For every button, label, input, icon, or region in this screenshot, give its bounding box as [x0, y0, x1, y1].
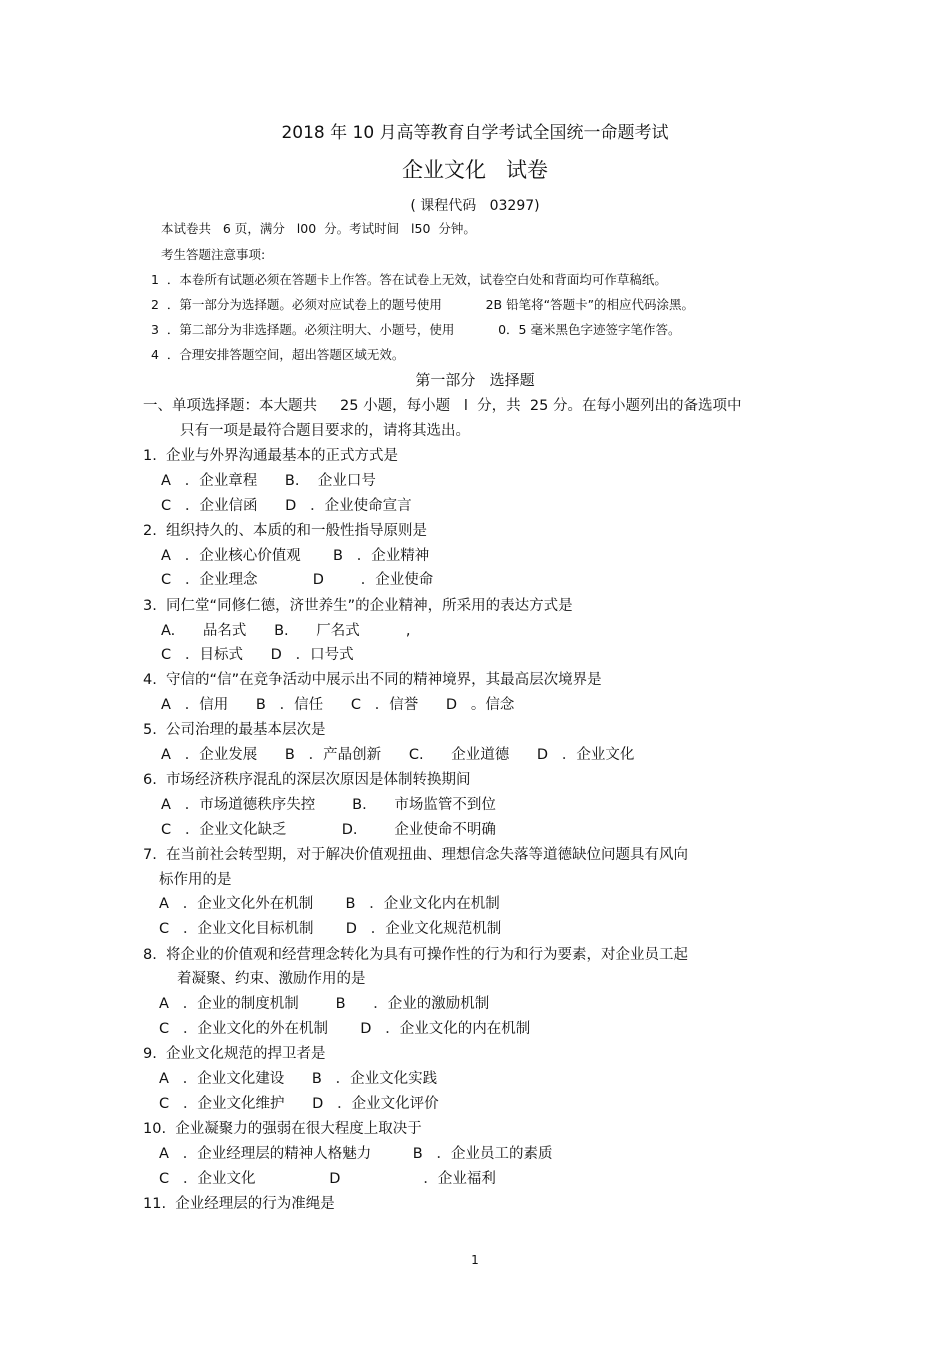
question-options: C ．企业理念 D ．企业使命 [161, 572, 434, 588]
question-options: C ．企业文化 D ．企业福利 [159, 1171, 496, 1187]
question-options: A ．企业发展 B ．产晶创新 C. 企业道德 D ．企业文化 [161, 747, 635, 763]
question-stem: 标作用的是 [159, 872, 232, 888]
notes-heading: 考生答题注意事项: [161, 247, 266, 262]
note-item: 1 ．本卷所有试题必须在答题卡上作答。答在试卷上无效，试卷空白处和背面均可作草稿纸。 [151, 272, 667, 287]
question-options: A ．企业经理层的精神人格魅力 B ．企业员工的素质 [159, 1146, 553, 1162]
question-stem: 3. 同仁堂“同修仁德，济世养生”的企业精神，所采用的表达方式是 [143, 598, 573, 614]
exam-summary: 本试卷共 6 页，满分 l00 分。考试时间 l50 分钟。 [161, 221, 476, 236]
question-stem: 5. 公司治理的最基本层次是 [143, 722, 326, 738]
question-options: C ．企业信函 D ．企业使命宣言 [161, 498, 412, 514]
question-options: C ．企业文化目标机制 D ．企业文化规范机制 [159, 921, 502, 937]
question-options: C ．企业文化缺乏 D. 企业使命不明确 [161, 822, 496, 838]
question-stem: 7. 在当前社会转型期，对于解决价值观扭曲、理想信念失落等道德缺位问题具有风向 [143, 847, 689, 863]
question-stem: 8. 将企业的价值观和经营理念转化为具有可操作性的行为和行为要素，对企业员工起 [143, 947, 689, 963]
note-item: 3 ．第二部分为非选择题。必须注明大、小题号，使用 0．5 毫米黑色字迹签字笔作答。 [151, 322, 681, 337]
question-options: A ．企业核心价值观 B ．企业精神 [161, 548, 430, 564]
note-item: 4 ．合理安排答题空间，超出答题区域无效。 [151, 347, 405, 362]
question-options: A ．企业文化外在机制 B ．企业文化内在机制 [159, 896, 500, 912]
paper-title: 企业文化 试卷 [401, 158, 549, 182]
question-options: C ．企业文化的外在机制 D ．企业文化的内在机制 [159, 1021, 531, 1037]
page-number: 1 [471, 1253, 479, 1267]
question-stem: 11. 企业经理层的行为准绳是 [143, 1196, 335, 1212]
question-options: A ．市场道德秩序失控 B. 市场监管不到位 [161, 797, 496, 813]
question-options: A. 品名式 B. 厂名式 , [161, 623, 411, 639]
question-stem: 2. 组织持久的、本质的和一般性指导原则是 [143, 523, 428, 539]
note-item: 2 ．第一部分为选择题。必须对应试卷上的题号使用 2B 铅笔将“答题卡”的相应代码涂黑。 [151, 297, 695, 312]
question-stem: 着凝聚、约束、激励作用的是 [177, 971, 366, 987]
section-instruction: 只有一项是最符合题目要求的，请将其选出。 [180, 423, 470, 439]
question-options: A ．信用 B ．信任 C ．信誉 D 。信念 [161, 697, 515, 713]
question-stem: 1. 企业与外界沟通最基本的正式方式是 [143, 448, 399, 464]
question-options: A ．企业章程 B. 企业口号 [161, 473, 376, 489]
question-options: C ．企业文化维护 D ．企业文化评价 [159, 1096, 439, 1112]
exam-title: 2018 年 10 月高等教育自学考试全国统一命题考试 [281, 123, 669, 143]
question-options: C ．目标式 D ．口号式 [161, 647, 354, 663]
question-stem: 10. 企业凝聚力的强弱在很大程度上取决于 [143, 1121, 422, 1137]
course-code: ( 课程代码 03297) [410, 198, 540, 214]
section-instruction: 一、单项选择题：本大题共 25 小题，每小题 l 分，共 25 分。在每小题列出的备选项中 [143, 398, 742, 414]
question-options: A ．企业的制度机制 B ．企业的激励机制 [159, 996, 490, 1012]
question-stem: 9. 企业文化规范的捍卫者是 [143, 1046, 326, 1062]
question-options: A ．企业文化建设 B ．企业文化实践 [159, 1071, 438, 1087]
question-stem: 4. 守信的“信”在竞争活动中展示出不同的精神境界，其最高层次境界是 [143, 672, 602, 688]
question-stem: 6. 市场经济秩序混乱的深层次原因是体制转换期间 [143, 772, 471, 788]
part-heading: 第一部分 选择题 [415, 371, 535, 389]
